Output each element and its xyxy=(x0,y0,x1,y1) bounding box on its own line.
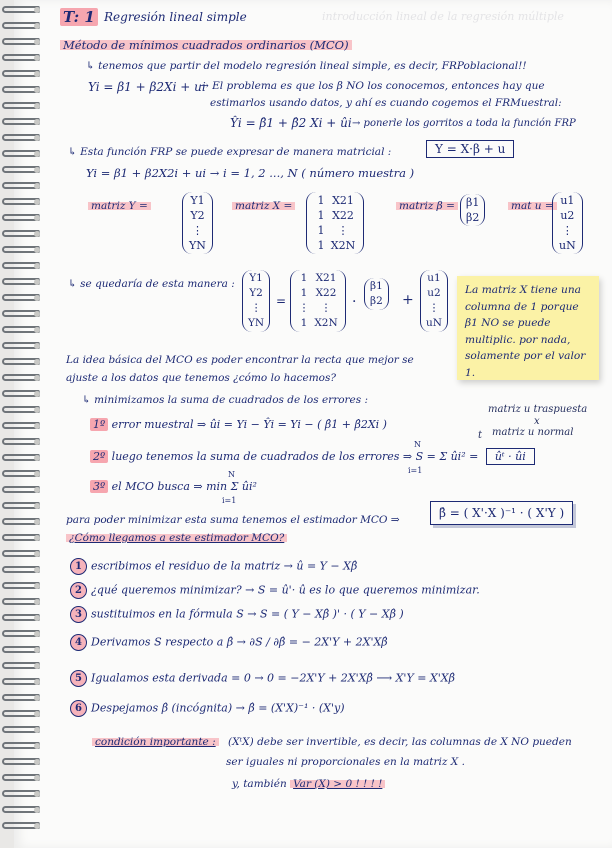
condition-line-3-highlight: Var (X) > 0 ! ! ! ! xyxy=(290,778,385,790)
step-a-1-text: error muestral ⇒ ûi = Yi − Ŷi = Yi − ( β̂1 + β̂2Xi ) xyxy=(111,418,387,431)
condition-line-3 xyxy=(232,778,385,790)
estimator-line: para poder minimizar esta suma tenemos el estimador MCO ⇒ xyxy=(66,514,400,526)
expanded-x-cell: X22 xyxy=(315,287,337,299)
condition-label xyxy=(92,736,219,748)
note-x-mark: x xyxy=(534,416,540,427)
binding-hole xyxy=(34,167,40,173)
matrix-index-equation: Yi = β1 + β2X2i + ui → i = 1, 2 ..., N ( número muestra ) xyxy=(86,166,415,180)
step-b-3-text: sustituimos en la fórmula S → S = ( Y − Xβ̂ )' · ( Y − Xβ̂ ) xyxy=(91,607,404,621)
step-b-4 xyxy=(70,634,388,651)
binding-hole xyxy=(34,791,40,797)
expanded-x-cell: 1 xyxy=(300,272,308,284)
step-b-2-text: ¿qué queremos minimizar? → S = û'· û es lo que queremos minimizar. xyxy=(91,583,480,597)
estimator-question xyxy=(66,532,287,544)
expanded-x-cell: X2N xyxy=(314,317,338,329)
expanded-x-cell: ⋮ xyxy=(298,302,310,314)
frm-explanation: → ponerle los gorritos a toda la función FRP xyxy=(352,118,576,129)
step-a-2 xyxy=(90,450,535,463)
matrix-x-cell: 1 xyxy=(317,224,325,237)
expanded-u-entry: u1 xyxy=(427,272,441,284)
expanded-x-cell: ⋮ xyxy=(320,302,332,314)
binding-hole xyxy=(34,615,40,621)
sticky-note: La matriz X tiene una columna de 1 porque β1 NO se puede multiplic. por nada, solamente por el valor 1. xyxy=(457,276,599,380)
step-a-2-num: 2º xyxy=(90,450,108,463)
step-b-2-num: 2 xyxy=(70,582,87,599)
binding-hole xyxy=(34,151,40,157)
binding-hole xyxy=(34,375,40,381)
intro-line: ↳ tenemos que partir del modelo regresión lineal simple, es decir, FRPoblacional!! xyxy=(86,60,527,72)
expanded-x-cell: X21 xyxy=(315,272,337,284)
step-a-3 xyxy=(90,480,257,493)
matrix-y-entry: YN xyxy=(189,239,206,252)
binding-hole xyxy=(34,807,40,813)
matrix-u-entry: u2 xyxy=(560,209,575,222)
expanded-beta-entry: β1 xyxy=(370,280,383,292)
condition-line-3-pre: y, también xyxy=(232,778,287,790)
matrix-beta xyxy=(460,194,485,226)
step-b-5-text: Igualamos esta derivada = 0 → 0 = −2X'Y + 2X'Xβ̂ ⟶ X'Y = X'Xβ̂ xyxy=(91,671,455,685)
binding-hole xyxy=(34,775,40,781)
binding-hole xyxy=(34,599,40,605)
binding-hole xyxy=(34,39,40,45)
binding-hole xyxy=(34,439,40,445)
sum-lower-a3: i=1 xyxy=(222,496,237,505)
binding-hole xyxy=(34,631,40,637)
title-tag-label: T: 1 xyxy=(60,8,98,26)
binding-hole xyxy=(34,711,40,717)
binding-hole xyxy=(34,183,40,189)
frp-explanation-cont: estimarlos usando datos, y ahí es cuando cogemos el FRMuestral: xyxy=(210,97,562,109)
expanded-u-entry: u2 xyxy=(427,287,441,299)
step-b-4-num: 4 xyxy=(70,634,87,651)
expanded-x-row xyxy=(296,286,340,301)
expanded-equals: = xyxy=(276,294,287,308)
matrix-u-entry: u1 xyxy=(560,194,575,207)
expanded-beta-entry: β2 xyxy=(370,295,383,307)
step-b-6-text: Despejamos β̂ (incógnita) → β̂ = (X'X)⁻¹ · (X'y) xyxy=(91,701,345,715)
matrix-x-row xyxy=(313,208,357,223)
expanded-u-entry: uN xyxy=(426,317,442,329)
expanded-intro: ↳ se quedaría de esta manera : xyxy=(68,278,235,290)
binding-hole xyxy=(34,743,40,749)
expanded-y xyxy=(242,270,270,332)
binding-hole xyxy=(34,311,40,317)
step-b-1 xyxy=(70,558,357,575)
binding-hole xyxy=(34,535,40,541)
binding-hole xyxy=(34,119,40,125)
binding-hole xyxy=(34,407,40,413)
binding-hole xyxy=(34,551,40,557)
binding-hole xyxy=(34,135,40,141)
step-a-1-num: 1º xyxy=(90,418,108,431)
binding-hole xyxy=(34,759,40,765)
binding-hole xyxy=(34,647,40,653)
matrix-beta-label-text: matriz β = xyxy=(396,200,458,212)
matrix-x-cell: ⋮ xyxy=(337,224,349,237)
binding-hole xyxy=(34,327,40,333)
binding-hole xyxy=(34,823,40,829)
matrix-y-entry: Y2 xyxy=(190,209,205,222)
binding-hole xyxy=(34,487,40,493)
matrix-x-label-text: matriz X = xyxy=(232,200,295,212)
matrix-x-cell: X22 xyxy=(332,209,354,222)
matrix-x-row xyxy=(313,223,357,238)
step-b-6-num: 6 xyxy=(70,700,87,717)
estimator-question-text: ¿Cómo llegamos a este estimador MCO? xyxy=(66,532,287,544)
step-b-3 xyxy=(70,606,404,623)
matrix-beta-entry: β2 xyxy=(466,211,480,224)
note-t-mark: t xyxy=(478,430,483,441)
matrix-x-label xyxy=(232,200,295,212)
step-b-2 xyxy=(70,582,480,599)
binding-hole xyxy=(34,695,40,701)
expanded-x-cell: 1 xyxy=(300,317,308,329)
expanded-x-cell: 1 xyxy=(300,287,308,299)
binding-hole xyxy=(34,359,40,365)
binding-hole xyxy=(34,423,40,429)
binding-hole xyxy=(34,199,40,205)
binding-hole xyxy=(34,455,40,461)
matrix-y-label xyxy=(88,200,151,212)
estimator-boxed-text: β̂ = ( X'·X )⁻¹ · ( X'Y ) xyxy=(430,501,573,525)
idea-line-2: ajuste a los datos que tenemos ¿cómo lo hacemos? xyxy=(66,372,337,384)
binding-hole xyxy=(34,215,40,221)
section-title-label: Método de mínimos cuadrados ordinarios (MCO) xyxy=(60,38,352,52)
condition-line-2: ser iguales ni proporcionales en la matriz X . xyxy=(226,756,465,768)
binding-hole xyxy=(34,279,40,285)
binding-hole xyxy=(34,23,40,29)
step-a-2-boxed: ûᵗ · ûi xyxy=(486,448,535,465)
expanded-y-entry: ⋮ xyxy=(250,302,262,314)
binding-hole xyxy=(34,55,40,61)
binding-hole xyxy=(34,471,40,477)
matrix-intro: ↳ Esta función FRP se puede expresar de manera matricial : xyxy=(68,146,392,158)
expanded-x-row xyxy=(296,316,340,331)
binding-hole xyxy=(34,7,40,13)
condition-line-1: (XᵗX) debe ser invertible, es decir, las columnas de X NO pueden xyxy=(228,736,572,748)
step-b-1-text: escribimos el residuo de la matriz → û = Y − Xβ̂ xyxy=(91,559,358,573)
step-b-3-num: 3 xyxy=(70,606,87,623)
matrix-x-row xyxy=(313,193,357,208)
matrix-u xyxy=(552,192,583,254)
page-title: Regresión lineal simple xyxy=(104,10,247,24)
matrix-x-cell: 1 xyxy=(317,239,325,252)
binding-hole xyxy=(34,503,40,509)
note-transpose: matriz u traspuesta xyxy=(488,404,588,415)
matrix-x-cell: 1 xyxy=(317,209,325,222)
expanded-plus: + xyxy=(402,292,414,308)
step-b-6 xyxy=(70,700,345,717)
matrix-u-label xyxy=(508,200,557,212)
title-tag xyxy=(60,8,98,26)
matrix-x-row xyxy=(313,238,357,253)
binding-hole xyxy=(34,583,40,589)
binding-hole xyxy=(34,87,40,93)
step-a-1 xyxy=(90,418,387,431)
spiral-binding xyxy=(0,6,44,842)
expanded-x-row xyxy=(296,301,340,316)
binding-hole xyxy=(34,567,40,573)
binding-hole xyxy=(34,247,40,253)
section-title xyxy=(60,38,352,52)
matrix-x-cell: 1 xyxy=(317,194,325,207)
binding-hole xyxy=(34,263,40,269)
step-b-1-num: 1 xyxy=(70,558,87,575)
sum-upper-a3: N xyxy=(228,470,235,479)
binding-hole xyxy=(34,391,40,397)
binding-hole xyxy=(34,727,40,733)
step-a-2-text: luego tenemos la suma de cuadrados de los errores ⇒ S = Σ ûi² = xyxy=(111,450,479,463)
expanded-u xyxy=(420,270,448,332)
matrix-y-entry: ⋮ xyxy=(191,224,203,237)
idea-line-3: ↳ minimizamos la suma de cuadrados de los errores : xyxy=(82,394,369,406)
matrix-boxed-equation xyxy=(426,142,514,156)
expanded-x xyxy=(290,270,346,332)
step-a-3-text: el MCO busca ⇒ min Σ ûi² xyxy=(111,480,257,493)
expanded-y-entry: Y2 xyxy=(249,287,263,299)
matrix-x-cell: X2N xyxy=(330,239,356,252)
matrix-boxed-equation-text: Y = X·β + u xyxy=(426,140,514,158)
step-b-5 xyxy=(70,670,455,687)
matrix-beta-label xyxy=(396,200,458,212)
sum-upper-a2: N xyxy=(414,440,421,449)
step-b-4-text: Derivamos S respecto a β̂ → ∂S / ∂β̂ = − 2X'Y + 2X'Xβ̂ xyxy=(91,635,388,649)
frm-equation: Ŷi = β̂1 + β̂2 Xi + ûi xyxy=(230,116,352,130)
binding-hole xyxy=(34,231,40,237)
matrix-y-entry: Y1 xyxy=(190,194,205,207)
matrix-u-entry: uN xyxy=(559,239,576,252)
step-a-3-num: 3º xyxy=(90,480,108,493)
expanded-y-entry: Y1 xyxy=(249,272,263,284)
sum-lower-a2: i=1 xyxy=(408,466,423,475)
binding-hole xyxy=(34,679,40,685)
matrix-beta-entry: β1 xyxy=(466,196,480,209)
expanded-x-row xyxy=(296,271,340,286)
expanded-dot: · xyxy=(352,294,357,310)
expanded-y-entry: YN xyxy=(248,317,265,329)
binding-hole xyxy=(34,519,40,525)
expanded-beta xyxy=(364,278,389,310)
note-normal: matriz u normal xyxy=(492,427,574,438)
binding-hole xyxy=(34,663,40,669)
expanded-u-entry: ⋮ xyxy=(428,302,440,314)
matrix-u-entry: ⋮ xyxy=(561,224,573,237)
matrix-x-cell: X21 xyxy=(332,194,354,207)
idea-line-1: La idea básica del MCO es poder encontrar la recta que mejor se xyxy=(66,354,414,366)
binding-hole xyxy=(34,103,40,109)
binding-hole xyxy=(34,295,40,301)
frp-equation: Yi = β1 + β2Xi + ui xyxy=(88,80,206,94)
binding-hole xyxy=(34,343,40,349)
frp-explanation: → El problema es que los β NO los conocemos, entonces hay que xyxy=(200,80,545,92)
matrix-y-label-text: matriz Y = xyxy=(88,200,151,212)
matrix-y xyxy=(182,192,213,254)
binding-hole xyxy=(34,71,40,77)
step-b-5-num: 5 xyxy=(70,670,87,687)
condition-label-text: condición importante : xyxy=(92,736,219,748)
matrix-x xyxy=(306,192,364,254)
estimator-boxed xyxy=(430,506,573,520)
bleed-through-text: introducción lineal de la regresión múltiple xyxy=(322,10,564,23)
matrix-u-label-text: mat u = xyxy=(508,200,557,212)
